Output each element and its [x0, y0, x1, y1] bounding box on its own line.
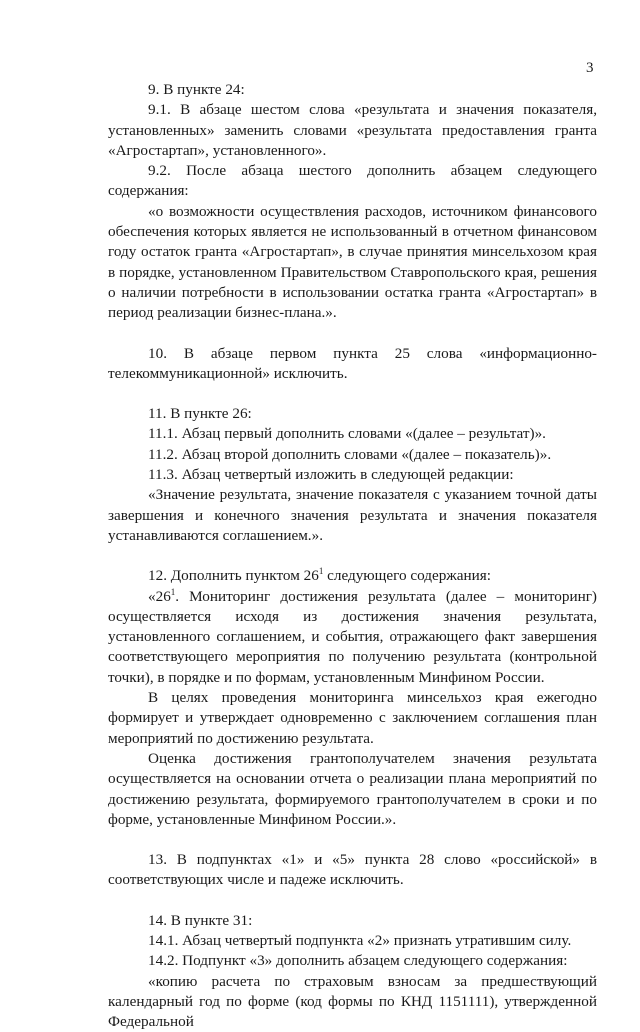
paragraph-10: 10. В абзаце первом пункта 25 слова «информационно-телекоммуникационной» исключить. — [108, 344, 597, 382]
paragraph-12-quote-3: Оценка достижения грантополучателем значения результата осуществляется на основании отчета о реализации плана мероприятий по достижению результата, формируемого грантополучателем в сроки и по форме, установленные Минфином России.». — [108, 749, 597, 828]
paragraph-12-text-post: следующего содержания: — [323, 567, 491, 585]
paragraph-12-quote-1 — [108, 587, 597, 688]
paragraph-gap — [108, 384, 597, 404]
paragraph-9: 9. В пункте 24: — [148, 81, 245, 98]
paragraph-11-3: 11.3. Абзац четвертый изложить в следующей редакции: — [148, 466, 514, 484]
paragraph-13: 13. В подпунктах «1» и «5» пункта 28 слово «российской» в соответствующих числе и падеже исключить. — [108, 851, 597, 889]
paragraph-14: 14. В пункте 31: — [148, 911, 253, 929]
paragraph-11-2: 11.2. Абзац второй дополнить словами «(далее – показатель)». — [148, 445, 552, 463]
paragraph-11-1: 11.1. Абзац первый дополнить словами «(далее – результат)». — [148, 425, 546, 443]
paragraph-11-3-quote: «Значение результата, значение показателя с указанием точной даты завершения и конечного значения результата и значения показателя устанавливаются соглашением.». — [108, 486, 597, 544]
paragraph-14-2: 14.2. Подпункт «3» дополнить абзацем следующего содержания: — [148, 952, 568, 970]
quote-1-superscript: 1 — [170, 586, 176, 597]
paragraph-9-2: 9.2. После абзаца шестого дополнить абзацем следующего содержания: — [108, 162, 597, 200]
paragraph-9-1: 9.1. В абзаце шестом слова «результата и значения показателя, установленных» заменить словами «результата предоставления гранта «Агростартап», установленного». — [108, 101, 597, 159]
paragraph-11: 11. В пункте 26: — [148, 405, 252, 423]
paragraph-12-quote-2: В целях проведения мониторинга минсельхоз края ежегодно формирует и утверждает одновременно с заключением соглашения план мероприятий по достижению результата. — [108, 689, 597, 747]
paragraph-gap — [108, 830, 597, 850]
paragraph-12-text-pre: 12. Дополнить пунктом 26 — [148, 567, 319, 585]
paragraph-12-superscript: 1 — [318, 566, 324, 577]
paragraph-14-1: 14.1. Абзац четвертый подпункта «2» признать утратившим силу. — [148, 931, 572, 949]
paragraph-gap — [108, 891, 597, 911]
paragraph-14-2-quote: «копию расчета по страховым взносам за предшествующий календарный год по форме (код формы по КНД 1151111), утвержденной Федеральной — [108, 972, 597, 1031]
paragraph-gap — [108, 546, 597, 566]
document-body — [108, 80, 597, 1032]
page-number: 3 — [586, 60, 594, 76]
paragraph-gap — [108, 324, 597, 344]
quote-1-text-pre: «26 — [148, 587, 171, 605]
quote-1-text-post: . Мониторинг достижения результата (далее – мониторинг) осуществляется исходя из достижения значения результата, установленного соглашением, и события, отражающего факт завершения соответствующего мероприятия по получению результата (контрольной точки), в порядке и по формам, установленным Минфином России. — [108, 587, 597, 686]
paragraph-12 — [108, 566, 597, 586]
paragraph-9-2-quote: «о возможности осуществления расходов, источником финансового обеспечения которых является не использованный в отчетном финансовом году остаток гранта «Агростартап», в случае принятия минсельхозом края в порядке, установленном Правительством Ставропольского края, решения о наличии потребности в использовании остатка гранта «Агростартап» в период реализации бизнес-плана.». — [108, 202, 597, 322]
